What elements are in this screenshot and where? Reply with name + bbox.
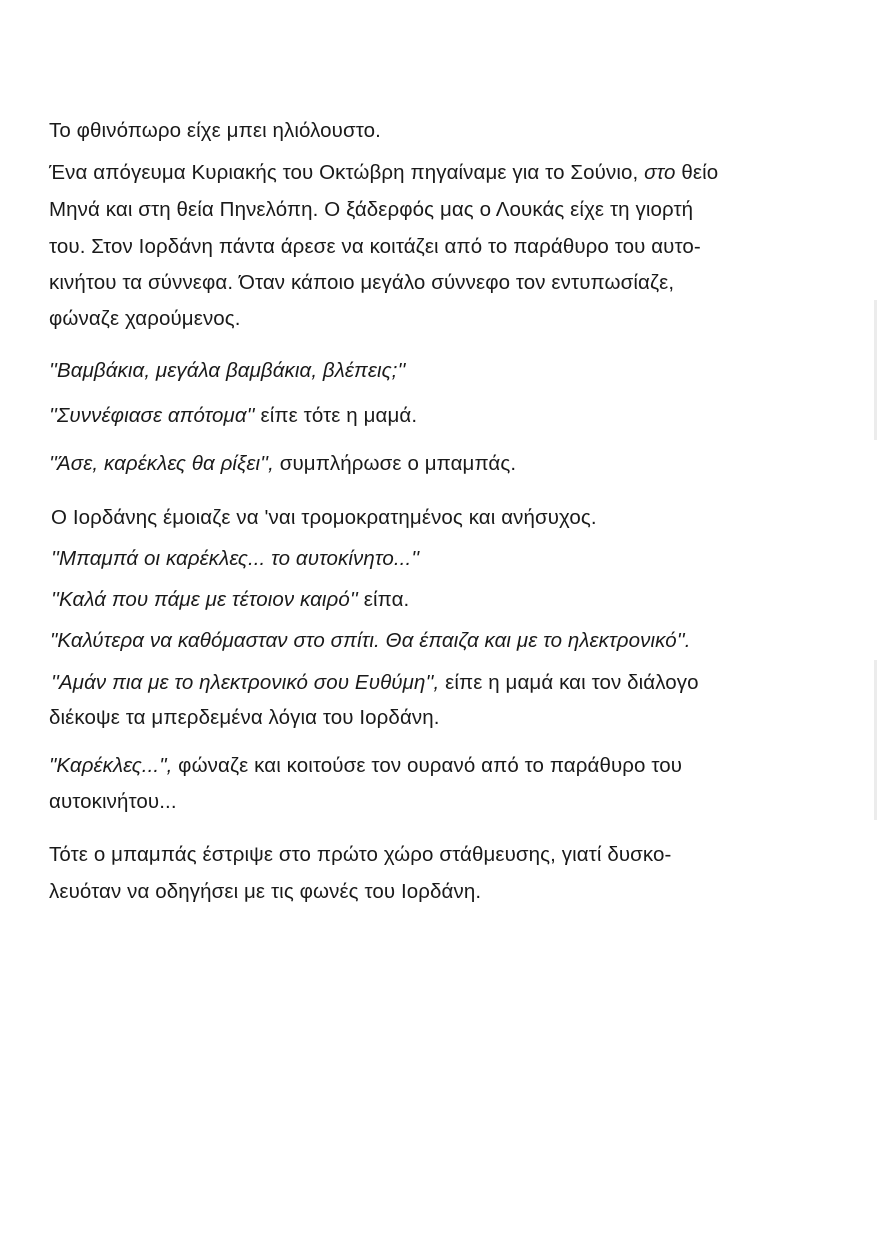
paragraph-line [49,842,671,868]
paragraph-line [49,306,241,332]
dialogue-quote: ''Βαμβάκια, μεγάλα βαμβάκια, βλέπεις;'' [49,359,406,382]
text-line: διέκοψε τα μπερδεμένα λόγια του Ιορδάνη. [49,706,440,729]
paragraph-opening-line [49,118,381,144]
text-segment: θείο [675,161,719,184]
paragraph-line [49,879,481,905]
dialogue-line [49,403,417,429]
dialogue-line [51,546,419,572]
dialogue-line [49,358,406,384]
dialogue-line [49,753,682,779]
dialogue-attribution: συμπλήρωσε ο μπαμπάς. [273,452,517,475]
dialogue-line [49,451,516,477]
text-line: κινήτου τα σύννεφα. Όταν κάποιο μεγάλο σύννεφο τον εντυπωσίαζε, [49,271,675,294]
text-line: λευόταν να οδηγήσει με τις φωνές του Ιορδάνη. [49,880,482,903]
dialogue-quote: ''Συννέφιασε απότομα'' [49,404,255,427]
dialogue-line [51,587,409,613]
dialogue-quote: ''Άσε, καρέκλες θα ρίξει'', [49,452,274,475]
dialogue-quote: "Καρέκλες...", [49,754,173,777]
dialogue-attribution: είπε τότε η μαμά. [254,404,418,427]
text-line: φώναζε χαρούμενος. [49,307,241,330]
paragraph-line [51,505,597,531]
text-line: Ο Ιορδάνης έμοιαζε να 'ναι τρομοκρατημένος και ανήσυχος. [51,506,597,529]
dialogue-quote: ''Μπαμπά οι καρέκλες... το αυτοκίνητο...'' [51,547,420,570]
text-line: του. Στον Ιορδάνη πάντα άρεσε να κοιτάζει από το παράθυρο του αυτο- [49,235,701,258]
dialogue-line [50,628,691,654]
text-line: Τότε ο μπαμπάς έστριψε στο πρώτο χώρο στάθμευσης, γιατί δυσκο- [49,843,672,866]
dialogue-quote: ''Καλά που πάμε με τέτοιον καιρό'' [51,588,358,611]
dialogue-quote: ''Αμάν πια με το ηλεκτρονικό σου Ευθύμη'', [51,671,440,694]
dialogue-attribution: φώναζε και κοιτούσε τον ουρανό από το παράθυρο του [172,754,683,777]
paragraph-line [49,160,718,186]
italic-word: στο [644,161,676,184]
dialogue-line [49,705,440,731]
dialogue-quote: "Καλύτερα να καθόμασταν στο σπίτι. Θα έπαιζα και με το ηλεκτρονικό''. [50,629,691,652]
dialogue-line [51,670,699,696]
text-line: Το φθινόπωρο είχε μπει ηλιόλουστο. [49,119,381,142]
dialogue-attribution: είπε η μαμά και τον διάλογο [439,671,699,694]
dialogue-attribution: είπα. [357,588,410,611]
text-line: Μηνά και στη θεία Πηνελόπη. Ο ξάδερφός μας ο Λουκάς είχε τη γιορτή [49,198,694,221]
paragraph-line [49,197,693,223]
dialogue-line [49,789,177,815]
paragraph-line [49,270,674,296]
paragraph-line [49,234,701,260]
text-line: αυτοκινήτου... [49,790,177,813]
text-segment: Ένα απόγευμα Κυριακής του Οκτώβρη πηγαίναμε για το Σούνιο, [49,161,645,184]
